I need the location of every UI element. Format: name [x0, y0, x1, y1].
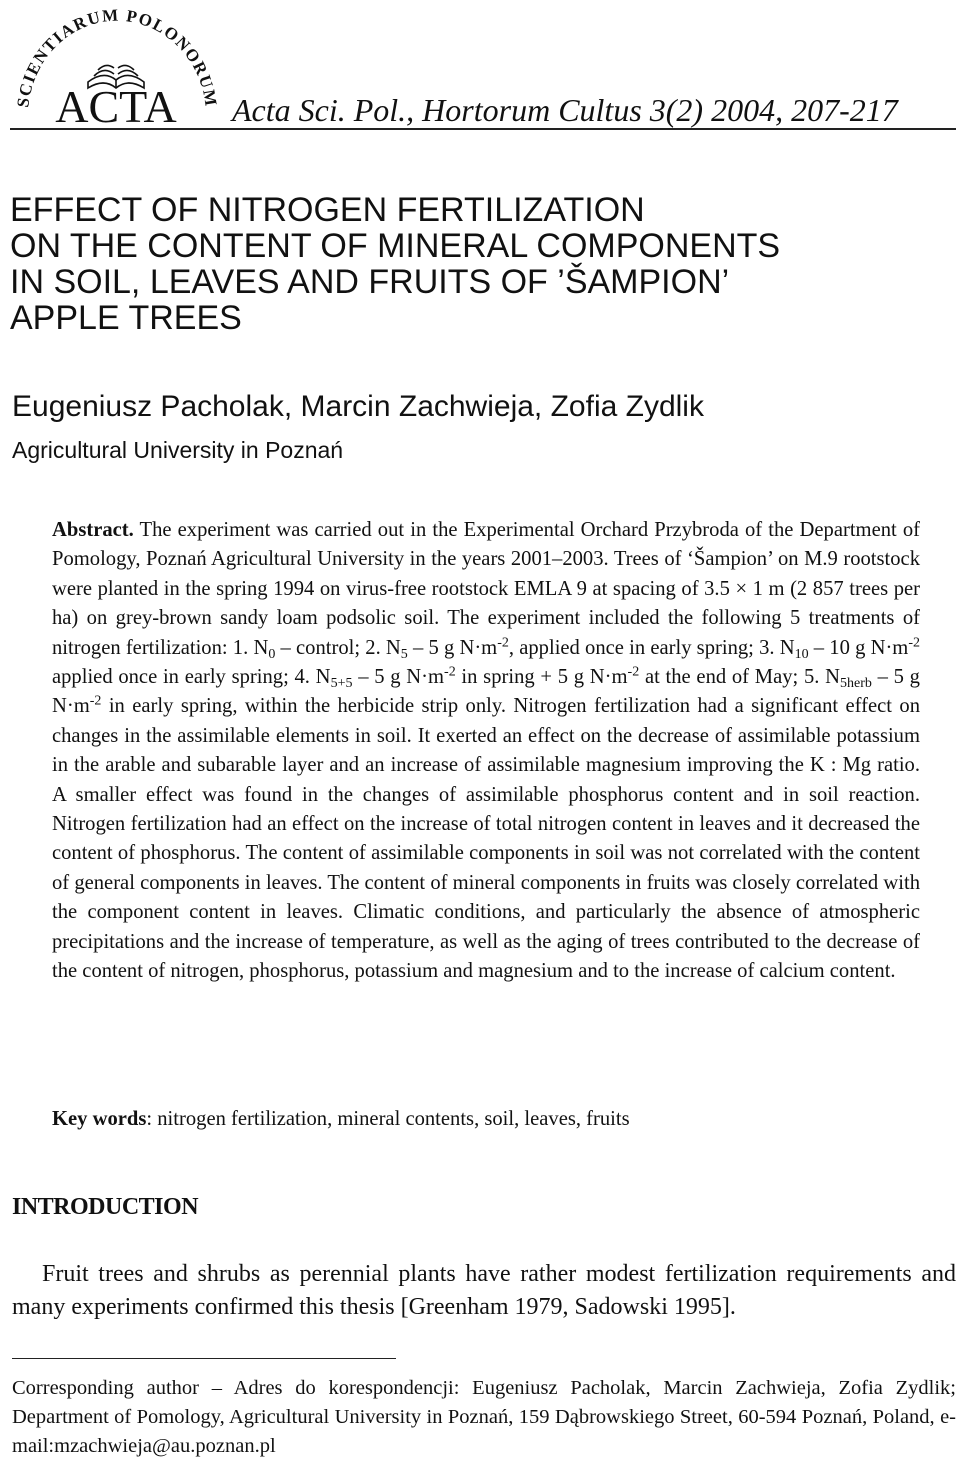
journal-header — [10, 4, 956, 130]
introduction-paragraph: Fruit trees and shrubs as perennial plants have rather modest fertilization requirements and many experiments confirmed this thesis [Greenham 1979, Sadowski 1995]. — [12, 1261, 956, 1320]
abstract-text: – control; 2. N — [275, 636, 401, 659]
abstract-text: applied once in early spring; 4. N — [52, 666, 331, 689]
abstract-text: in spring + 5 g N·m — [455, 666, 628, 689]
journal-reference: Acta Sci. Pol., Hortorum Cultus 3(2) 2004, 207-217 — [232, 92, 898, 128]
abstract-text: The experiment was carried out in the Experimental Orchard Przybroda of the Department of Pomology, Poznań Agricultural University in the years 2001–2003. Trees of ‘Šampion’ on M.9 rootstock were planted in the spring 1994 on virus-free rootstock EMLA 9 at spacing of 3.5 × 1 m (2 857 trees per ha) on grey-brown sandy loam podsolic soil. The experiment included the following 5 treatments of nitrogen fertilization: 1. N — [52, 519, 920, 659]
superscript: -2 — [497, 634, 509, 650]
section-heading-introduction: INTRODUCTION — [12, 1194, 199, 1220]
title-line: ON THE CONTENT OF MINERAL COMPONENTS — [10, 227, 781, 265]
abstract-text: – 10 g N·m — [808, 636, 909, 659]
superscript: -2 — [89, 693, 102, 709]
superscript: -2 — [908, 634, 921, 650]
keywords — [52, 1105, 920, 1134]
title-line: EFFECT OF NITROGEN FERTILIZATION — [10, 191, 645, 229]
abstract-text: – 5 g N·m — [52, 666, 920, 718]
title-line: IN SOIL, LEAVES AND FRUITS OF ’ŠAMPION’ — [10, 263, 730, 301]
logo-wordmark: ACTA — [55, 81, 177, 128]
subscript: 10 — [794, 646, 809, 662]
superscript: -2 — [627, 664, 640, 680]
abstract-text: at the end of May; 5. N — [639, 666, 841, 689]
superscript: -2 — [444, 664, 456, 680]
subscript: 5 — [400, 646, 408, 662]
footnote-divider — [12, 1358, 396, 1359]
subscript: 5herb — [840, 676, 872, 692]
abstract-text: – 5 g N·m — [407, 636, 498, 659]
author-list: Eugeniusz Pacholak, Marcin Zachwieja, Zofia Zydlik — [12, 390, 704, 423]
abstract-text: in early spring, within the herbicide strip only. Nitrogen fertilization had a significant effect on changes in the assimilable elements in soil. It exerted an effect on the decrease of assimilable potassium in the arable and subarable layer and an increase of assimilable magnesium improving the K : Mg ratio. A smaller effect was found in the changes of assimilable phosphorus content and in soil reaction. Nitrogen fertilization had an effect on the increase of total nitrogen content in leaves and it decreased the content of phosphorus. The content of assimilable components in soil was not correlated with the content of general components in leaves. The content of mineral components in fruits was closely correlated with the component content in leaves. Climatic conditions, and particularly the absence of atmospheric precipitations and the increase of temperature, as well as the aging of trees contributed to the decrease of the content of nitrogen, phosphorus, potassium and magnesium and to the increase of calcium content. — [52, 695, 920, 983]
article-title — [10, 192, 950, 336]
subscript: 5+5 — [330, 676, 353, 692]
abstract-text: , applied once in early spring; 3. N — [508, 636, 795, 659]
affiliation: Agricultural University in Poznań — [12, 437, 344, 463]
abstract — [52, 516, 920, 987]
corresponding-author-footnote: Corresponding author – Adres do korespondencji: Eugeniusz Pacholak, Marcin Zachwieja, Zofia Zydlik; Department of Pomology, Agricultural University in Poznań, 159 Dąbrowskiego Street, 60-594 Poznań, Poland, e-mail:mzachwieja@au.poznan.pl — [12, 1377, 956, 1457]
keywords-text: : nitrogen fertilization, mineral contents, soil, leaves, fruits — [146, 1108, 630, 1130]
subscript: 0 — [268, 646, 276, 662]
title-line: APPLE TREES — [10, 299, 242, 337]
logo-arc-text: SCIENTIARUM POLONORUM — [13, 5, 221, 109]
keywords-label: Key words — [52, 1108, 147, 1130]
acta-logo — [10, 4, 222, 128]
abstract-label: Abstract. — [52, 519, 134, 541]
abstract-text: – 5 g N·m — [352, 666, 445, 689]
